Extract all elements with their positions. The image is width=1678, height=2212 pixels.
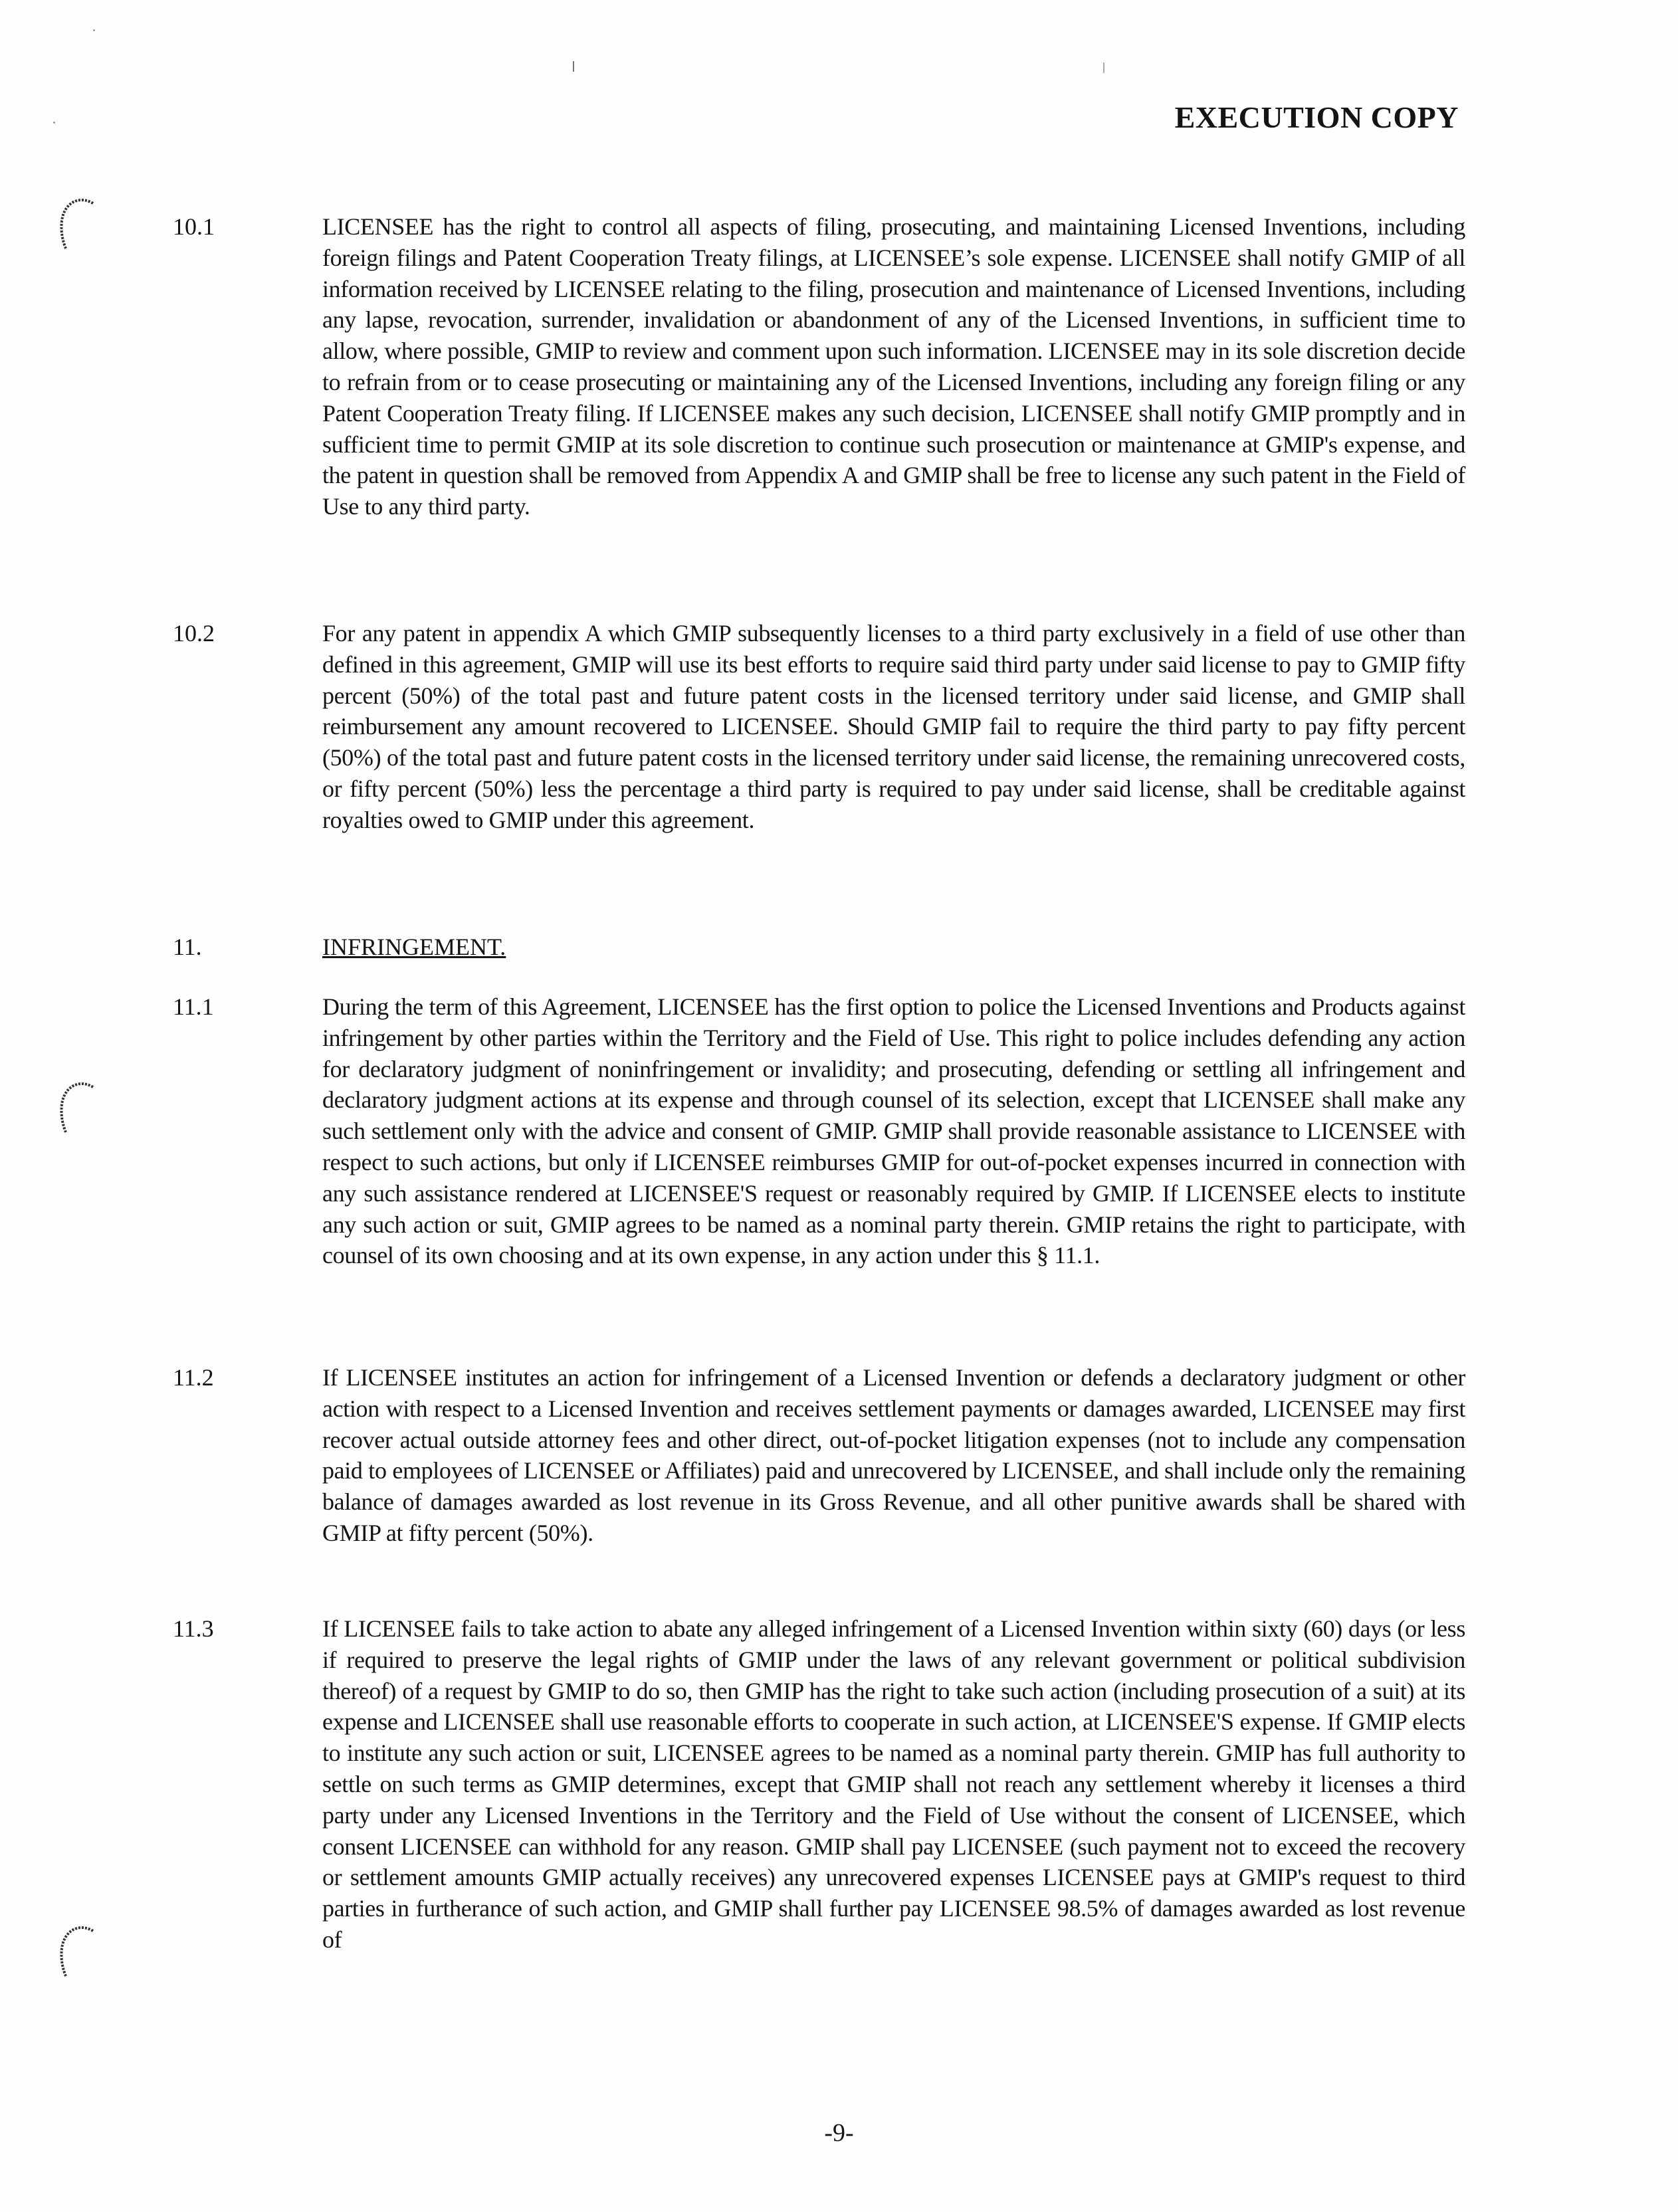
hole-punch-mark: [56, 1078, 96, 1138]
hole-punch-mark: [56, 1922, 96, 1981]
section-title: INFRINGEMENT.: [322, 934, 506, 960]
clause-text: During the term of this Agreement, LICENSEE has the first option to police the Licensed Inventions and Products against infringement by other parties within the Territory and the Field of Use. This right to police includes defending any action for declaratory judgment of noninfringement or invalidity; and prosecuting, defending or settling all infringement and declaratory judgment actions at its expense and through counsel of its selection, except that LICENSEE shall make any such settlement only with the advice and consent of GMIP. GMIP shall provide reasonable assistance to LICENSEE with respect to such actions, but only if LICENSEE reimburses GMIP for out-of-pocket expenses incurred in connection with any such assistance rendered at LICENSEE'S request or reasonably required by GMIP. If LICENSEE elects to institute any such action or suit, GMIP agrees to be named as a nominal party therein. GMIP retains the right to participate, with counsel of its own choosing and at its own expense, in any action under this § 11.1.: [322, 993, 1465, 1269]
section-number: 11.: [173, 934, 202, 960]
clause-text: For any patent in appendix A which GMIP subsequently licenses to a third party exclusively in a field of use other than defined in this agreement, GMIP will use its best efforts to require said third party under said license to pay to GMIP fifty percent (50%) of the total past and future patent costs in the licensed territory under said license, and GMIP shall reimbursement any amount recovered to LICENSEE. Should GMIP fail to require the third party to pay fifty percent (50%) of the total past and future patent costs in the licensed territory under said license, the remaining unrecovered costs, or fifty percent (50%) less the percentage a third party is required to pay under said license, shall be creditable against royalties owed to GMIP under this agreement.: [322, 620, 1465, 833]
scan-mark: [1103, 62, 1104, 73]
clause-text: LICENSEE has the right to control all aspects of filing, prosecuting, and maintaining Licensed Inventions, including foreign filings and Patent Cooperation Treaty filings, at LICENSEE’s sole expense. LICENSEE shall notify GMIP of all information received by LICENSEE relating to the filing, prosecution and maintenance of Licensed Inventions, including any lapse, revocation, surrender, invalidation or abandonment of any of the Licensed Inventions, in sufficient time to allow, where possible, GMIP to review and comment upon such information. LICENSEE may in its sole discretion decide to refrain from or to cease prosecuting or maintaining any of the Licensed Inventions, including any foreign filing or any Patent Cooperation Treaty filing. If LICENSEE makes any such decision, LICENSEE shall notify GMIP promptly and in sufficient time to permit GMIP at its sole discretion to continue such prosecution or maintenance at GMIP's expense, and the patent in question shall be removed from Appendix A and GMIP shall be free to license any such patent in the Field of Use to any third party.: [322, 213, 1465, 520]
hole-punch-mark: [56, 194, 96, 254]
clause-number: 10.1: [173, 213, 215, 240]
clause-number: 11.3: [173, 1615, 214, 1642]
scan-speck: [53, 122, 55, 124]
page-number: -9-: [824, 2119, 854, 2147]
scan-speck: [93, 29, 95, 31]
scan-mark: [573, 61, 574, 72]
clause-text: If LICENSEE fails to take action to abate any alleged infringement of a Licensed Invention within sixty (60) days (or less if required to preserve the legal rights of GMIP under the laws of any relevant government or political subdivision thereof) of a request by GMIP to do so, then GMIP has the right to take such action (including prosecution of a suit) at its expense and LICENSEE shall use reasonable efforts to cooperate in such action, at LICENSEE'S expense. If GMIP elects to institute any such action or suit, LICENSEE agrees to be named as a nominal party therein. GMIP has full authority to settle on such terms as GMIP determines, except that GMIP shall not reach any settlement whereby it licenses a third party under any Licensed Inventions in the Territory and the Field of Use without the consent of LICENSEE, which consent LICENSEE can withhold for any reason. GMIP shall pay LICENSEE (such payment not to exceed the recovery or settlement amounts GMIP actually receives) any unrecovered expenses LICENSEE pays at GMIP's request to third parties in furtherance of such action, and GMIP shall further pay LICENSEE 98.5% of damages awarded as lost revenue of: [322, 1615, 1465, 1953]
clause-text: If LICENSEE institutes an action for infringement of a Licensed Invention or defends a declaratory judgment or other action with respect to a Licensed Invention and receives settlement payments or damages awarded, LICENSEE may first recover actual outside attorney fees and other direct, out-of-pocket litigation expenses (not to include any compensation paid to employees of LICENSEE or Affiliates) paid and unrecovered by LICENSEE, and shall include only the remaining balance of damages awarded as lost revenue in its Gross Revenue, and all other punitive awards shall be shared with GMIP at fifty percent (50%).: [322, 1364, 1465, 1546]
clause-number: 10.2: [173, 620, 215, 647]
execution-copy-header: EXECUTION COPY: [1174, 100, 1459, 134]
clause-number: 11.2: [173, 1364, 214, 1391]
clause-number: 11.1: [173, 993, 214, 1020]
